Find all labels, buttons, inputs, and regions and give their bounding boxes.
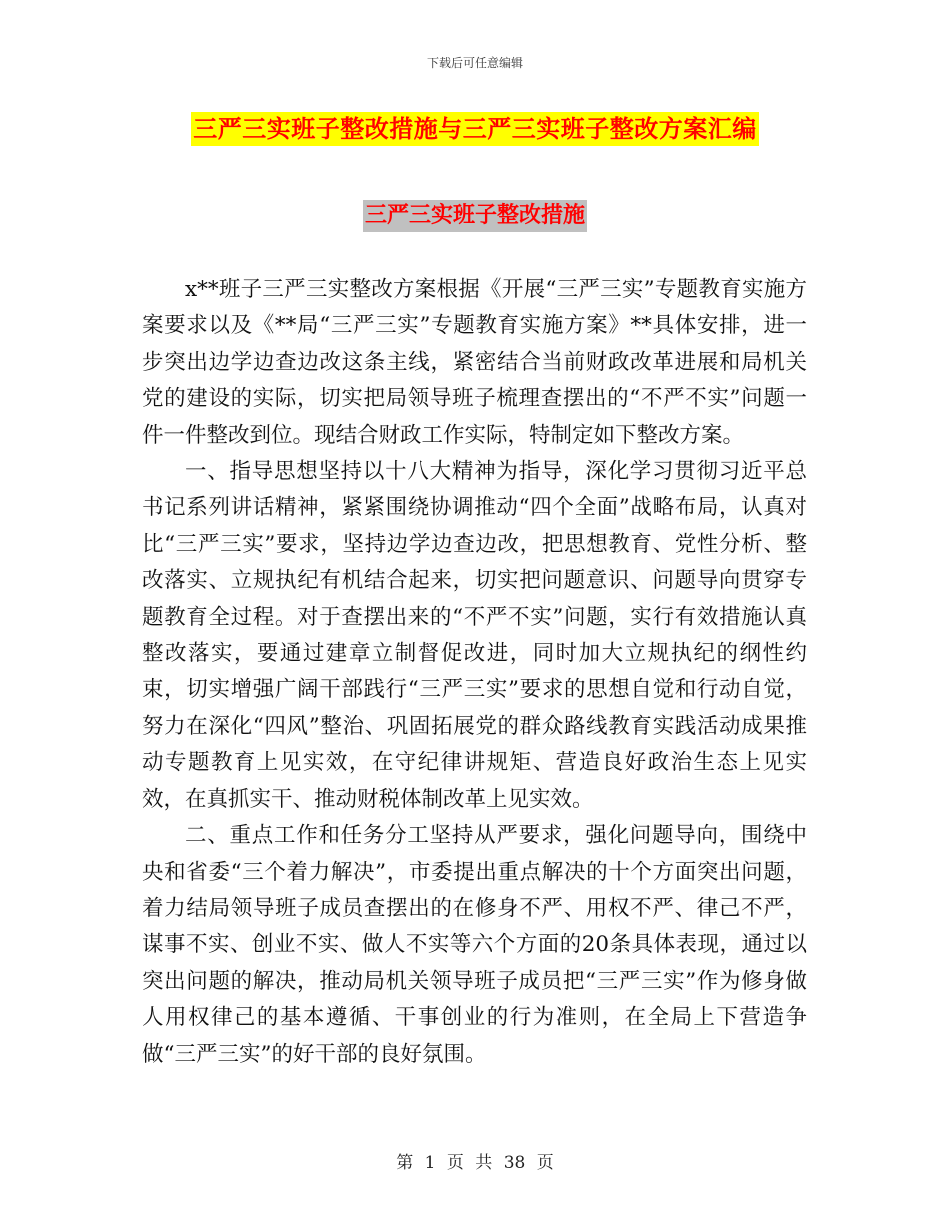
page-header-note: 下载后可任意编辑: [426, 56, 523, 70]
paragraph-intro: x**班子三严三实整改方案根据《开展“三严三实”专题教育实施方案要求以及《**局“三严三实”专题教育实施方案》**具体安排，进一步突出边学边查边改这条主线，紧密结合当前财政改革进展和局机关党的建设的实际，切实把局领导班子梳理查摆出的“不严不实”问题一件一件整改到位。现结合财政工作实际，特制定如下整改方案。: [142, 277, 807, 448]
paragraph-key-tasks: 二、重点工作和任务分工坚持从严要求，强化问题导向，围绕中央和省委“三个着力解决”，市委提出重点解决的十个方面突出问题，着力结局领导班子成员查摆出的在修身不严、用权不严、律己不严，谋事不实、创业不实、做人不实等六个方面的20条具体表现，通过以突出问题的解决，推动局机关领导班子成员把“三严三实”作为修身做人用权律己的基本遵循、干事创业的行为准则，在全局上下营造争做“三严三实”的好干部的良好氛围。: [142, 823, 807, 1067]
main-title: 三严三实班子整改措施与三严三实班子整改方案汇编: [191, 112, 759, 146]
page-number-footer: 第 1 页 共 38 页: [396, 1153, 554, 1173]
main-title-container: [0, 112, 950, 146]
sub-title: 三严三实班子整改措施: [363, 200, 587, 232]
sub-title-container: [0, 200, 950, 232]
document-body: [142, 272, 807, 1073]
paragraph-guiding-ideology: 一、指导思想坚持以十八大精神为指导，深化学习贯彻习近平总书记系列讲话精神，紧紧围绕协调推动“四个全面”战略布局，认真对比“三严三实”要求，坚持边学边查边改，把思想教育、党性分析、整改落实、立规执纪有机结合起来，切实把问题意识、问题导向贯穿专题教育全过程。对于查摆出来的“不严不实”问题，实行有效措施认真整改落实，要通过建章立制督促改进，同时加大立规执纪的纲性约束，切实增强广阔干部践行“三严三实”要求的思想自觉和行动自觉，努力在深化“四风”整治、巩固拓展党的群众路线教育实践活动成果推动专题教育上见实效，在守纪律讲规矩、营造良好政治生态上见实效，在真抓实干、推动财税体制改革上见实效。: [142, 459, 807, 812]
